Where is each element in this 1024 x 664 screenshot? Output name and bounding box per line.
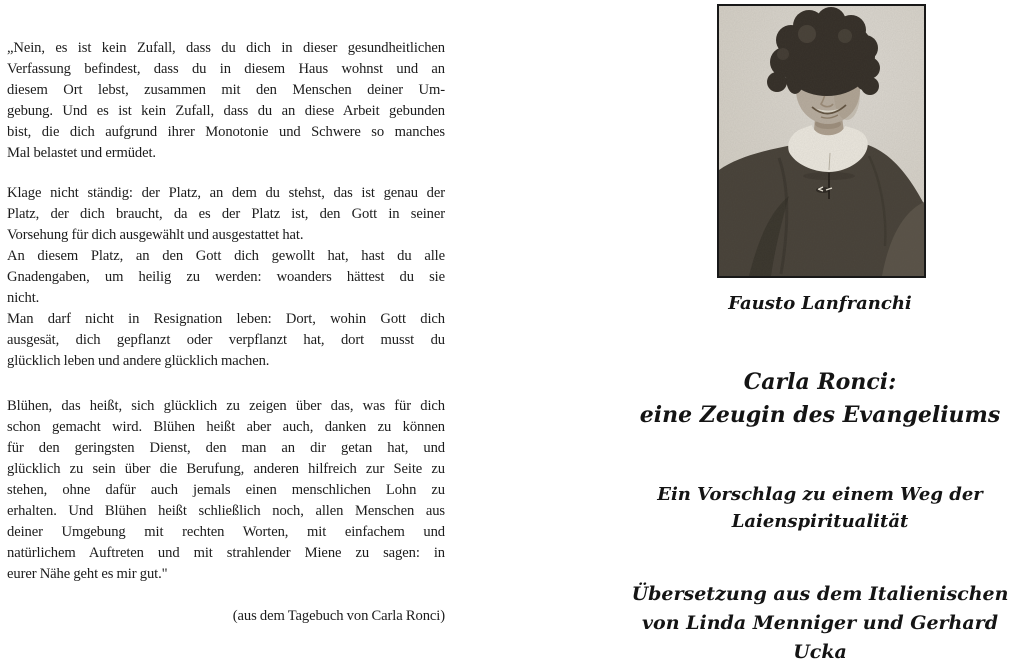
- text-line: gebung. Und es ist kein Zufall, dass du an diese Arbeit gebunden: [7, 103, 445, 119]
- diary-paragraph-3: [7, 396, 445, 585]
- text-line: Gnadengaben, um heilig zu werden: woanders hättest du sie: [7, 269, 445, 285]
- translation-credit: [613, 580, 1024, 664]
- text-line: erhalten. Und Blühen heißt schließlich noch, allen Menschen aus: [7, 503, 445, 519]
- text-line: „Nein, es ist kein Zufall, dass du dich in dieser gesundheitlichen: [7, 40, 445, 56]
- text-line: Vorsehung für dich ausgewählt und ausgestattet hat.: [7, 227, 304, 243]
- text-line: deiner Umgebung mit rechten Worten, mit einfachem und: [7, 524, 445, 540]
- subtitle-line-1: Ein Vorschlag zu einem Weg der: [657, 484, 983, 505]
- text-line: diesem Ort lebst, zusammen mit den Menschen deiner Um-: [7, 82, 445, 98]
- text-line: An diesem Platz, an den Gott dich gewollt hat, hast du alle: [7, 248, 445, 264]
- text-line: glücklich leben und andere glücklich machen.: [7, 353, 270, 369]
- text-line: glücklich zu sein über die Berufung, anderen hilfreich zur Seite zu: [7, 461, 445, 477]
- diary-paragraph-2: [7, 183, 445, 372]
- text-line: ausgesät, dich gepflanzt oder verpflanzt hat, dort musst du: [7, 332, 445, 348]
- text-line: Mal belastet und ermüdet.: [7, 145, 156, 161]
- text-line: schon gemacht wird. Blühen heißt aber auch, danken zu können: [7, 419, 445, 435]
- text-line: Blühen, das heißt, sich glücklich zu zeigen über das, was für dich: [7, 398, 445, 414]
- text-line: natürlichem Auftreten und mit strahlender Miene zu sagen: in: [7, 545, 445, 561]
- book-title-line-1: Carla Ronci:: [743, 369, 897, 395]
- book-title-line-2: eine Zeugin des Evangeliums: [639, 402, 1001, 428]
- portrait-photo: [717, 4, 926, 278]
- author-name: Fausto Lanfranchi: [728, 293, 912, 314]
- translation-line-1: Übersetzung aus dem Italienischen: [631, 583, 1009, 605]
- text-line: eurer Nähe geht es mir gut.": [7, 566, 168, 582]
- quote-attribution: (aus dem Tagebuch von Carla Ronci): [232, 608, 445, 624]
- text-line: für den geringsten Dienst, den man an dir getan hat, und: [7, 440, 445, 456]
- text-line: Platz, der dich braucht, da es der Platz ist, den Gott in seiner: [7, 206, 445, 222]
- text-line: Klage nicht ständig: der Platz, an dem du stehst, das ist genau der: [7, 185, 445, 201]
- text-line: nicht.: [7, 290, 40, 306]
- subtitle-line-2: Laienspiritualität: [731, 511, 909, 532]
- text-line: bist, die dich aufgrund ihrer Monotonie und Schwere so manches: [7, 124, 445, 140]
- text-line: stehen, ohne dafür auch jemals einen menschlichen Lohn zu: [7, 482, 445, 498]
- text-line: Man darf nicht in Resignation leben: Dort, wohin Gott dich: [7, 311, 445, 327]
- subtitle: [613, 481, 1024, 535]
- translation-line-2: von Linda Menniger und Gerhard Ucka: [642, 612, 998, 663]
- text-line: Verfassung befindest, dass du in diesem Haus wohnst und an: [7, 61, 445, 77]
- diary-paragraph-1: [7, 38, 445, 164]
- book-title: [613, 366, 1024, 432]
- diary-quote-column: [7, 38, 445, 627]
- portrait-photo-illustration: [719, 6, 924, 276]
